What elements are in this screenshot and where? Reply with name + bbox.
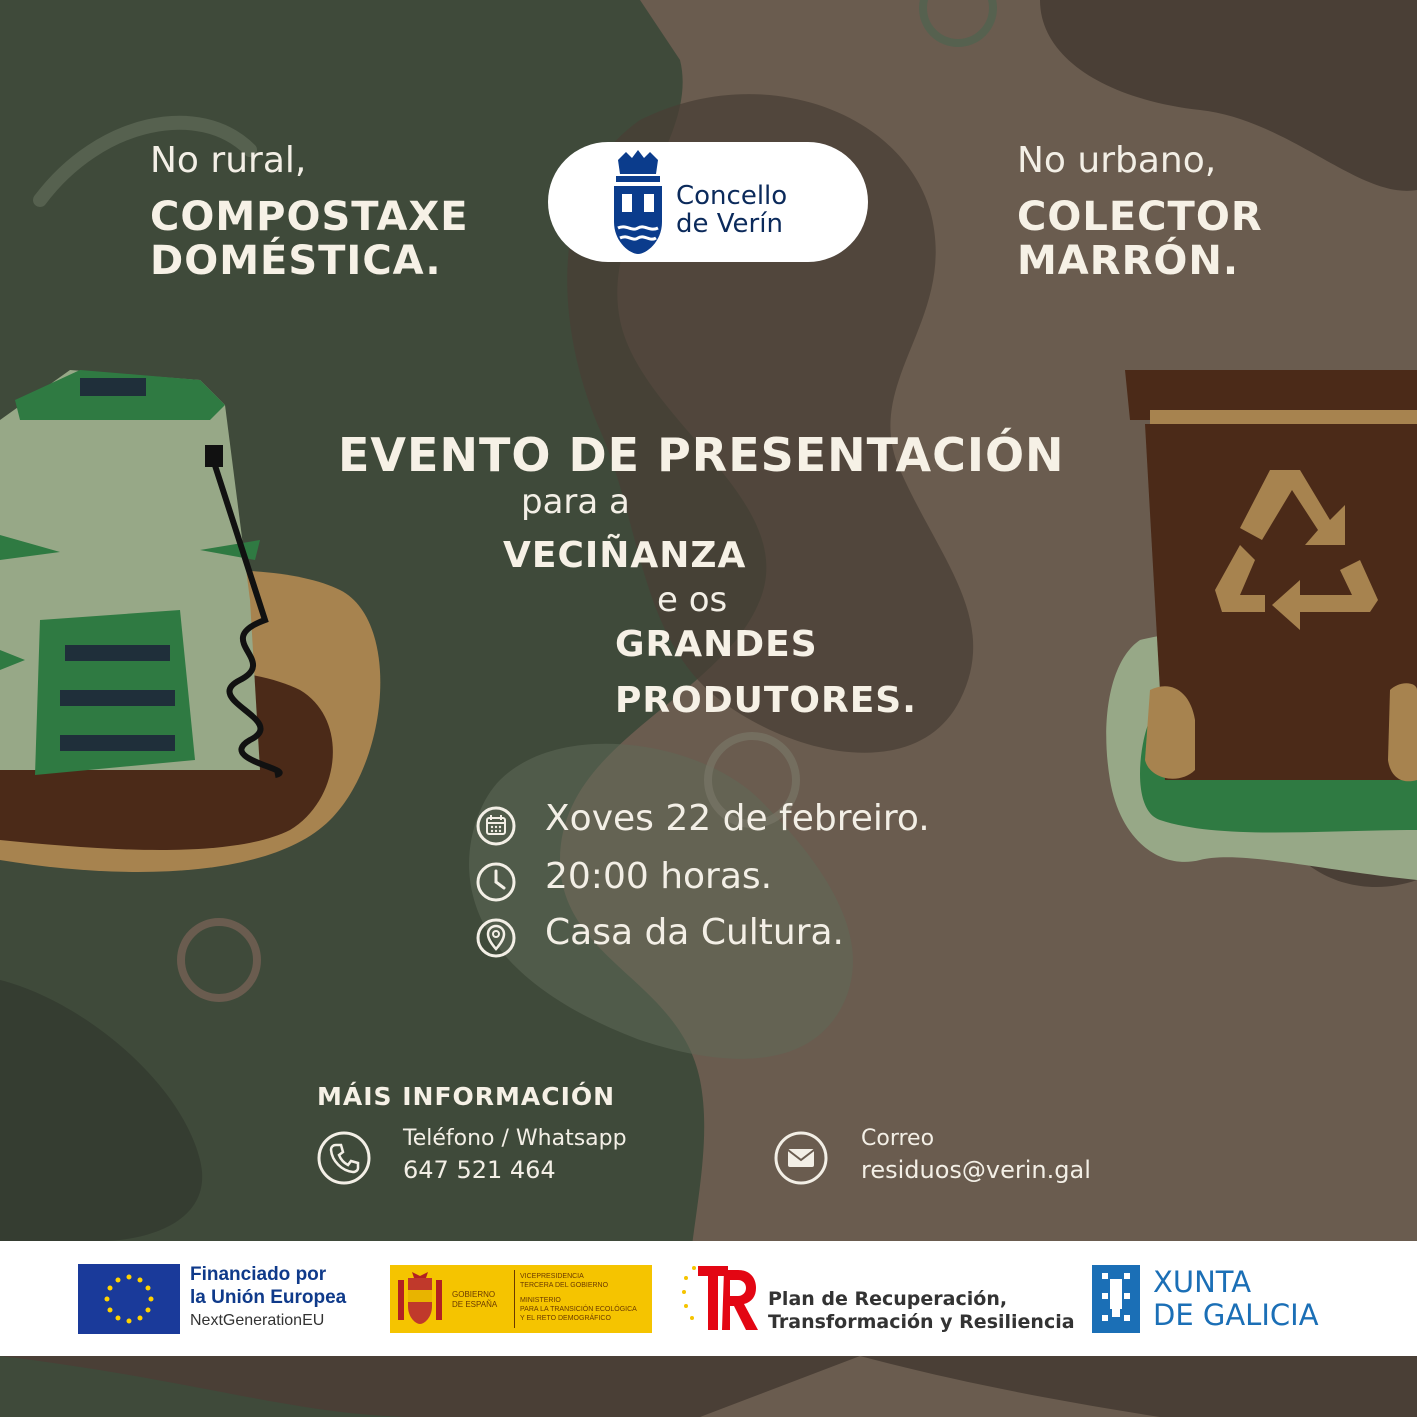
urban-title-line2: MARRÓN.: [1017, 238, 1240, 284]
xunta-emblem-icon: [1092, 1265, 1140, 1333]
gob-line-d: TERCERA DEL GOBIERNO: [520, 1282, 609, 1289]
gob-line-b: DE ESPAÑA: [452, 1300, 498, 1309]
event-place: Casa da Cultura.: [545, 912, 845, 953]
xunta-line2: DE GALICIA: [1153, 1298, 1319, 1332]
urban-intro: No urbano,: [1017, 140, 1217, 181]
event-line-vecinanza: VECIÑANZA: [503, 535, 747, 576]
gobierno-text: [452, 1290, 497, 1310]
location-pin-icon: [476, 918, 516, 958]
concello-name-line1: Concello: [676, 181, 788, 211]
gob-line-a: GOBIERNO: [452, 1290, 496, 1299]
event-title: EVENTO DE PRESENTACIÓN: [338, 428, 1065, 482]
event-line-produtores: PRODUTORES.: [615, 680, 917, 721]
eu-line3: NextGenerationEU: [190, 1312, 325, 1329]
mail-label: Correo: [861, 1126, 935, 1151]
rural-title-line2: DOMÉSTICA.: [150, 238, 442, 284]
xunta-line1: XUNTA: [1153, 1265, 1252, 1299]
crown-shield-icon: [610, 150, 666, 256]
event-line-para: para a: [521, 482, 630, 522]
phone-number[interactable]: 647 521 464: [403, 1156, 556, 1184]
urban-title-line1: COLECTOR: [1017, 194, 1263, 240]
eu-line1: Financiado por: [190, 1264, 327, 1285]
gobierno-divider: [514, 1270, 515, 1328]
phone-label: Teléfono / Whatsapp: [403, 1126, 627, 1151]
eu-flag-icon: [78, 1264, 180, 1334]
prtr-line1: Plan de Recuperación,: [768, 1288, 1008, 1310]
spain-coat-of-arms-icon: [396, 1270, 444, 1328]
prtr-line2: Transformación y Resiliencia: [768, 1311, 1075, 1333]
gob-line-f: PARA LA TRANSICIÓN ECOLÓGICA: [520, 1306, 637, 1313]
calendar-icon: [476, 806, 516, 846]
concello-name-line2: de Verín: [676, 209, 783, 239]
clock-icon: [476, 862, 516, 902]
event-line-grandes: GRANDES: [615, 624, 818, 665]
eu-funding-text: [190, 1263, 346, 1333]
ministerio-text: [520, 1272, 637, 1323]
mail-icon: [773, 1130, 829, 1186]
more-info-heading: MÁIS INFORMACIÓN: [317, 1082, 616, 1111]
event-date: Xoves 22 de febreiro.: [545, 798, 930, 839]
event-line-eos: e os: [657, 580, 728, 620]
mail-address[interactable]: residuos@verin.gal: [861, 1156, 1091, 1184]
prtr-text: [768, 1288, 1075, 1334]
eu-line2: la Unión Europea: [190, 1287, 347, 1308]
concello-name: [676, 182, 787, 238]
rural-intro: No rural,: [150, 140, 307, 181]
gob-line-c: VICEPRESIDENCIA: [520, 1273, 584, 1280]
gob-line-g: Y EL RETO DEMOGRÁFICO: [520, 1315, 611, 1322]
event-time: 20:00 horas.: [545, 856, 773, 897]
phone-icon: [316, 1130, 372, 1186]
gob-line-e: MINISTERIO: [520, 1297, 561, 1304]
prtr-logo-icon: [680, 1264, 760, 1332]
rural-title-line1: COMPOSTAXE: [150, 194, 469, 240]
xunta-text: [1153, 1266, 1319, 1332]
